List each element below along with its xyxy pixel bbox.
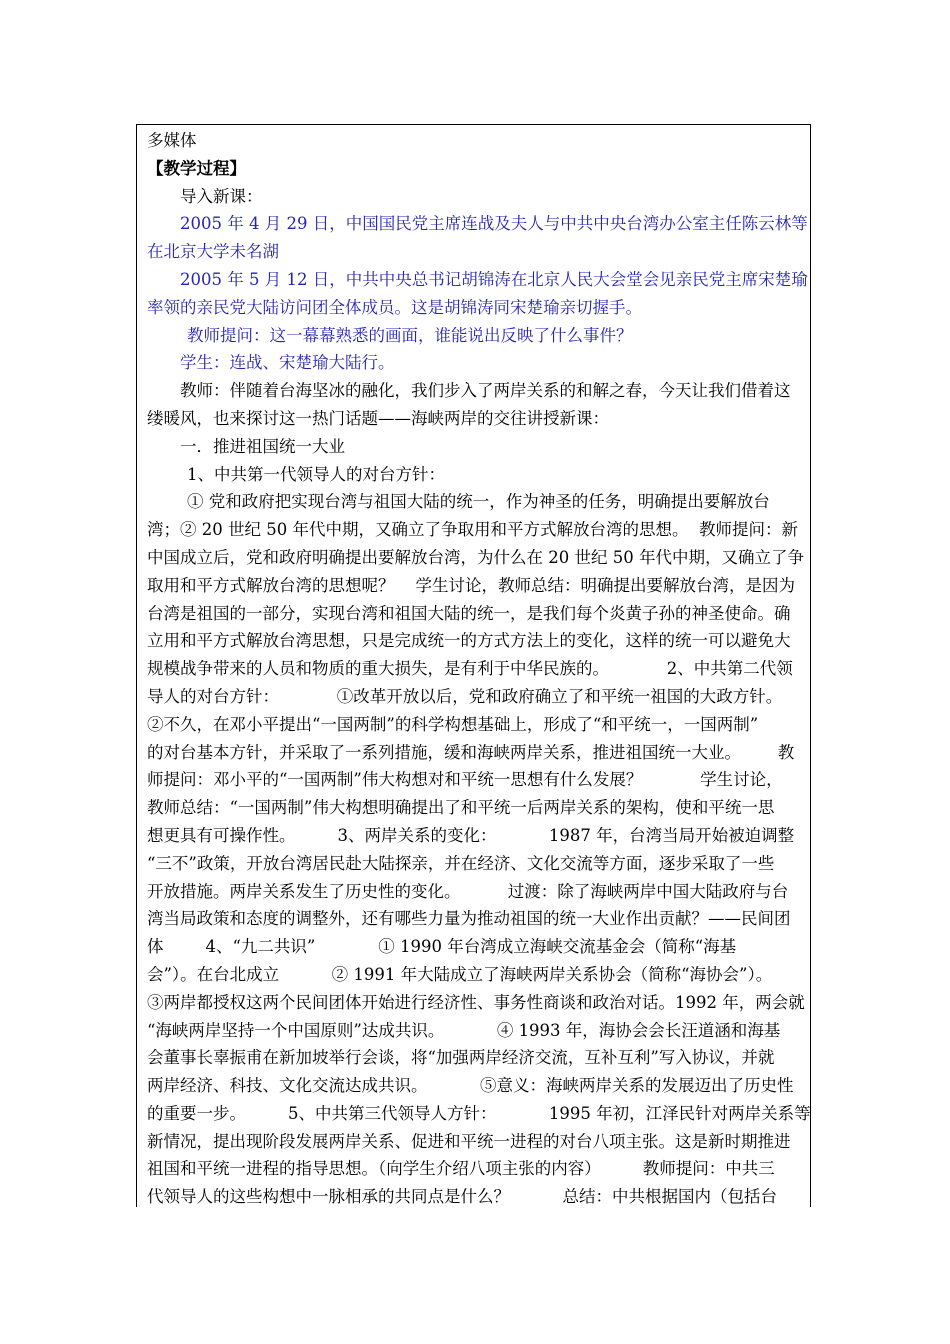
text-line: 祖国和平统一进程的指导思想。（向学生介绍八项主张的内容） 教师提问：中共三 <box>147 1159 775 1179</box>
text-line: 取用和平方式解放台湾的思想呢？ 学生讨论，教师总结：明确提出要解放台湾，是因为 <box>147 575 795 595</box>
text-line: 教师提问：这一幕幕熟悉的画面，谁能说出反映了什么事件？ <box>187 325 633 345</box>
text-line: 会”）。在台北成立 ② 1991 年大陆成立了海峡两岸关系协会（简称“海协会”）。 <box>147 964 773 984</box>
text-line: 台湾是祖国的一部分，实现台湾和祖国大陆的统一，是我们每个炎黄子孙的神圣使命。确 <box>147 603 791 623</box>
text-line: 2005 年 5 月 12 日，中共中央总书记胡锦涛在北京人民大会堂会见亲民党主席宋楚瑜 <box>180 269 808 289</box>
text-line: 中国成立后，党和政府明确提出要解放台湾，为什么在 20 世纪 50 年代中期，又确立了争 <box>147 547 804 567</box>
text-line: 的重要一步。 5、中共第三代领导人方针： 1995 年初，江泽民针对两岸关系等 <box>147 1103 811 1123</box>
text-line: 代领导人的这些构想中一脉相承的共同点是什么？ 总结：中共根据国内（包括台 <box>147 1187 777 1207</box>
section-heading: 【教学过程】 <box>147 158 246 178</box>
text-line: 1、中共第一代领导人的对台方针： <box>187 464 445 484</box>
text-line: “三不”政策，开放台湾居民赴大陆探亲，并在经济、文化交流等方面，逐步采取了一些 <box>147 853 775 873</box>
lesson-content <box>147 127 811 1211</box>
text-line: 想更具有可操作性。 3、两岸关系的变化： 1987 年，台湾当局开始被迫调整 <box>147 825 795 845</box>
text-line: 开放措施。两岸关系发生了历史性的变化。 过渡：除了海峡两岸中国大陆政府与台 <box>147 881 789 901</box>
text-line: 湾；② 20 世纪 50 年代中期，又确立了争取用和平方式解放台湾的思想。 教师提问：新 <box>147 520 798 540</box>
text-line: ③两岸都授权这两个民间团体开始进行经济性、事务性商谈和政治对话。1992 年，两会就 <box>147 992 805 1012</box>
text-line: 2005 年 4 月 29 日，中国国民党主席连战及夫人与中共中央台湾办公室主任陈云林等 <box>180 214 808 234</box>
text-line: 一．推进祖国统一大业 <box>180 436 345 456</box>
text-line: 体 4、“九二共识” ① 1990 年台湾成立海峡交流基金会（简称“海基 <box>147 937 737 957</box>
text-line: 会董事长辜振甫在新加坡举行会谈，将“加强两岸经济交流，互补互利”写入协议，并就 <box>147 1048 775 1068</box>
text-line: 导入新课： <box>180 186 263 206</box>
text-line: 两岸经济、科技、文化交流达成共识。 ⑤意义：海峡两岸关系的发展迈出了历史性 <box>147 1076 794 1096</box>
text-line: 规模战争带来的人员和物质的重大损失，是有利于中华民族的。 2、中共第二代领 <box>147 659 793 679</box>
text-line: 湾当局政策和态度的调整外，还有哪些力量为推动祖国的统一大业作出贡献？——民间团 <box>147 909 791 929</box>
text-line: “海峡两岸坚持一个中国原则”达成共识。 ④ 1993 年，海协会会长汪道涵和海基 <box>147 1020 781 1040</box>
text-line: ① 党和政府把实现台湾与祖国大陆的统一，作为神圣的任务，明确提出要解放台 <box>187 492 770 512</box>
text-line: 教师总结：“一国两制”伟大构想明确提出了和平统一后两岸关系的架构，使和平统一思 <box>147 798 775 818</box>
text-line: 多媒体 <box>147 131 197 150</box>
text-line: 立用和平方式解放台湾思想，只是完成统一的方式方法上的变化，这样的统一可以避免大 <box>147 631 791 651</box>
text-line: 教师：伴随着台海坚冰的融化，我们步入了两岸关系的和解之春，今天让我们借着这 <box>180 381 791 401</box>
text-line: 率领的亲民党大陆访问团全体成员。这是胡锦涛同宋楚瑜亲切握手。 <box>147 297 642 317</box>
text-line: ②不久，在邓小平提出“一国两制”的科学构想基础上，形成了“和平统一，一国两制” <box>147 714 759 734</box>
text-line: 导人的对台方针： ①改革开放以后，党和政府确立了和平统一祖国的大政方针。 <box>147 686 783 706</box>
text-line: 学生：连战、宋楚瑜大陆行。 <box>180 353 395 373</box>
text-line: 师提问：邓小平的“一国两制”伟大构想对和平统一思想有什么发展？ 学生讨论， <box>147 770 783 790</box>
text-line: 新情况，提出现阶段发展两岸关系、促进和平统一进程的对台八项主张。这是新时期推进 <box>147 1131 791 1151</box>
text-line: 在北京大学未名湖 <box>147 242 279 262</box>
text-line: 的对台基本方针，并采取了一系列措施，缓和海峡两岸关系，推进祖国统一大业。 教 <box>147 742 795 762</box>
text-line: 缕暖风，也来探讨这一热门话题——海峡两岸的交往讲授新课： <box>147 408 609 428</box>
